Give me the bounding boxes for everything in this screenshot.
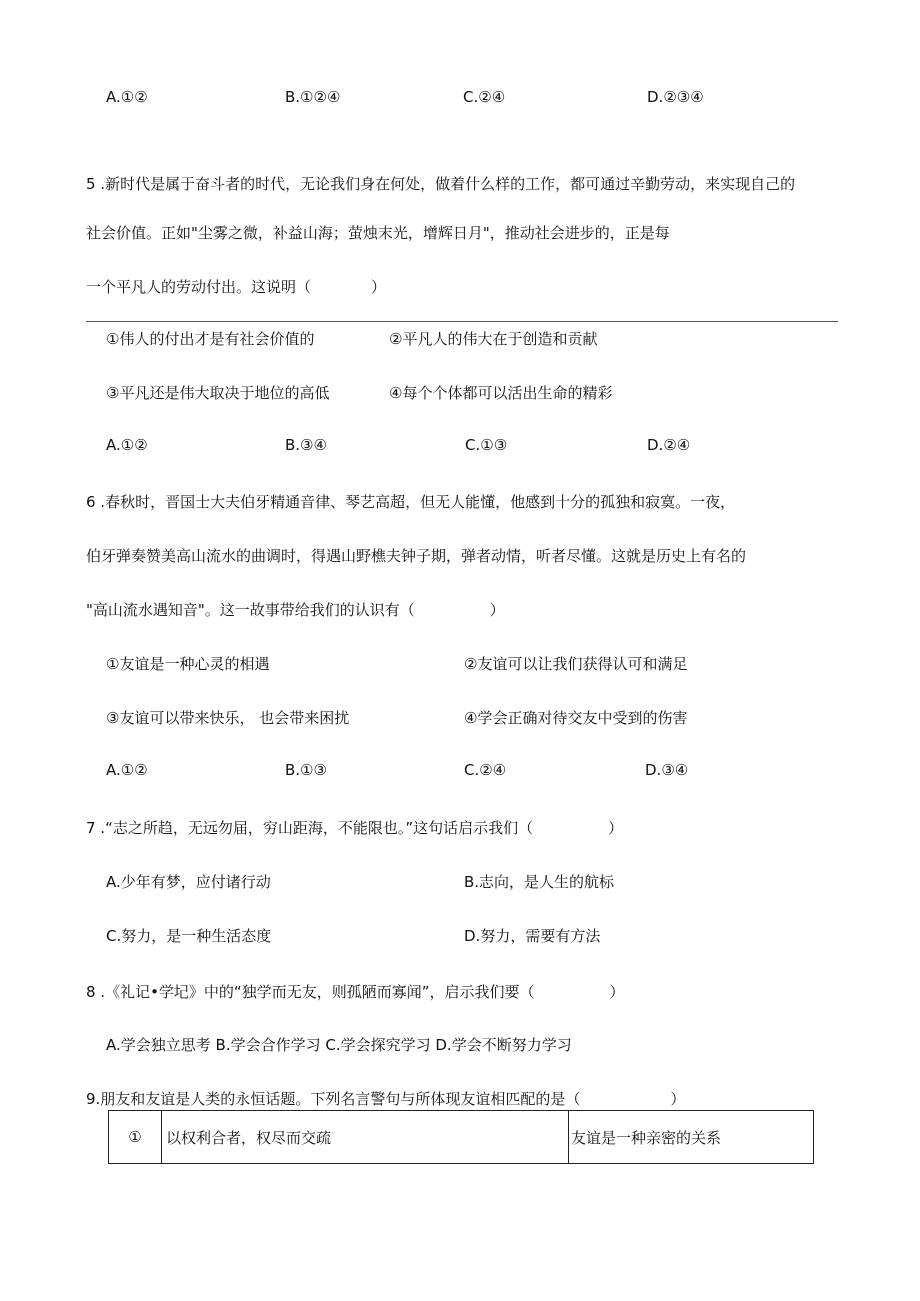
table-cell-number: ①	[109, 1111, 162, 1164]
divider-line	[86, 321, 838, 322]
q5-item-2: ②平凡人的伟大在于创造和贡献	[389, 330, 598, 348]
q4-option-c: C.②④	[463, 88, 506, 106]
q6-stem-line3: "高山流水遇知音"。这一故事带给我们的认识有（ ）	[86, 601, 505, 619]
q6-option-a: A.①②	[106, 761, 148, 779]
q5-stem-line3: 一个平凡人的劳动付出。这说明（ ）	[86, 278, 387, 296]
table-row	[109, 1111, 814, 1164]
q5-option-d: D.②④	[647, 436, 691, 454]
q5-item-1: ①伟人的付出才是有社会价值的	[106, 330, 315, 348]
q5-item-3: ③平凡还是伟大取决于地位的高低	[106, 384, 330, 402]
q6-item-4: ④学会正确对待交友中受到的伤害	[464, 709, 688, 727]
q6-item-1: ①友谊是一种心灵的相遇	[106, 655, 270, 673]
q5-option-b: B.③④	[285, 436, 327, 454]
q6-stem-line2: 伯牙弹奏赞美高山流水的曲调时，得遇山野樵夫钟子期，弹者动情，听者尽懂。这就是历史上有名的	[86, 547, 747, 565]
q8-stem: 8 .《礼记•学圮》中的“独学而无友，则孤陋而寡闻”，启示我们要（ ）	[86, 983, 625, 1001]
q7-option-d: D.努力，需要有方法	[464, 927, 601, 945]
q9-match-table	[108, 1110, 814, 1164]
q9-stem: 9.朋友和友谊是人类的永恒话题。下列名言警句与所体现友谊相匹配的是（ ）	[86, 1090, 686, 1108]
q4-option-b: B.①②④	[285, 88, 341, 106]
q7-stem: 7 .“志之所趋，无远勿届，穷山距海，不能限也。”这句话启示我们（ ）	[86, 819, 624, 837]
q6-stem-line1: 6 .春秋时，晋国士大夫伯牙精通音律、琴艺高超，但无人能懂，他感到十分的孤独和寂寞。一夜，	[86, 493, 736, 511]
q5-option-c: C.①③	[465, 436, 508, 454]
q5-stem-line1: 5 .新时代是属于奋斗者的时代，无论我们身在何处，做着什么样的工作，都可通过辛勤劳动，来实现自己的	[86, 175, 796, 193]
q6-option-c: C.②④	[464, 761, 507, 779]
q6-item-3: ③友谊可以带来快乐， 也会带来困扰	[106, 709, 350, 727]
q6-item-2: ②友谊可以让我们获得认可和满足	[464, 655, 688, 673]
q7-option-c: C.努力，是一种生活态度	[106, 927, 272, 945]
q5-stem-line2: 社会价值。正如"尘雾之微，补益山海；萤烛末光，增辉日月"，推动社会进步的，正是每	[86, 224, 670, 242]
q6-option-d: D.③④	[645, 761, 689, 779]
q5-option-a: A.①②	[106, 436, 148, 454]
q7-option-b: B.志向，是人生的航标	[464, 873, 615, 891]
table-cell-quote: 以权利合者，权尽而交疏	[162, 1111, 569, 1164]
q4-option-d: D.②③④	[647, 88, 704, 106]
q4-option-a: A.①②	[106, 88, 148, 106]
q6-option-b: B.①③	[285, 761, 327, 779]
q8-options: A.学会独立思考 B.学会合作学习 C.学会探究学习 D.学会不断努力学习	[106, 1036, 572, 1054]
table-cell-meaning: 友谊是一种亲密的关系	[569, 1111, 814, 1164]
q5-item-4: ④每个个体都可以活出生命的精彩	[389, 384, 613, 402]
q7-option-a: A.少年有梦，应付诸行动	[106, 873, 271, 891]
